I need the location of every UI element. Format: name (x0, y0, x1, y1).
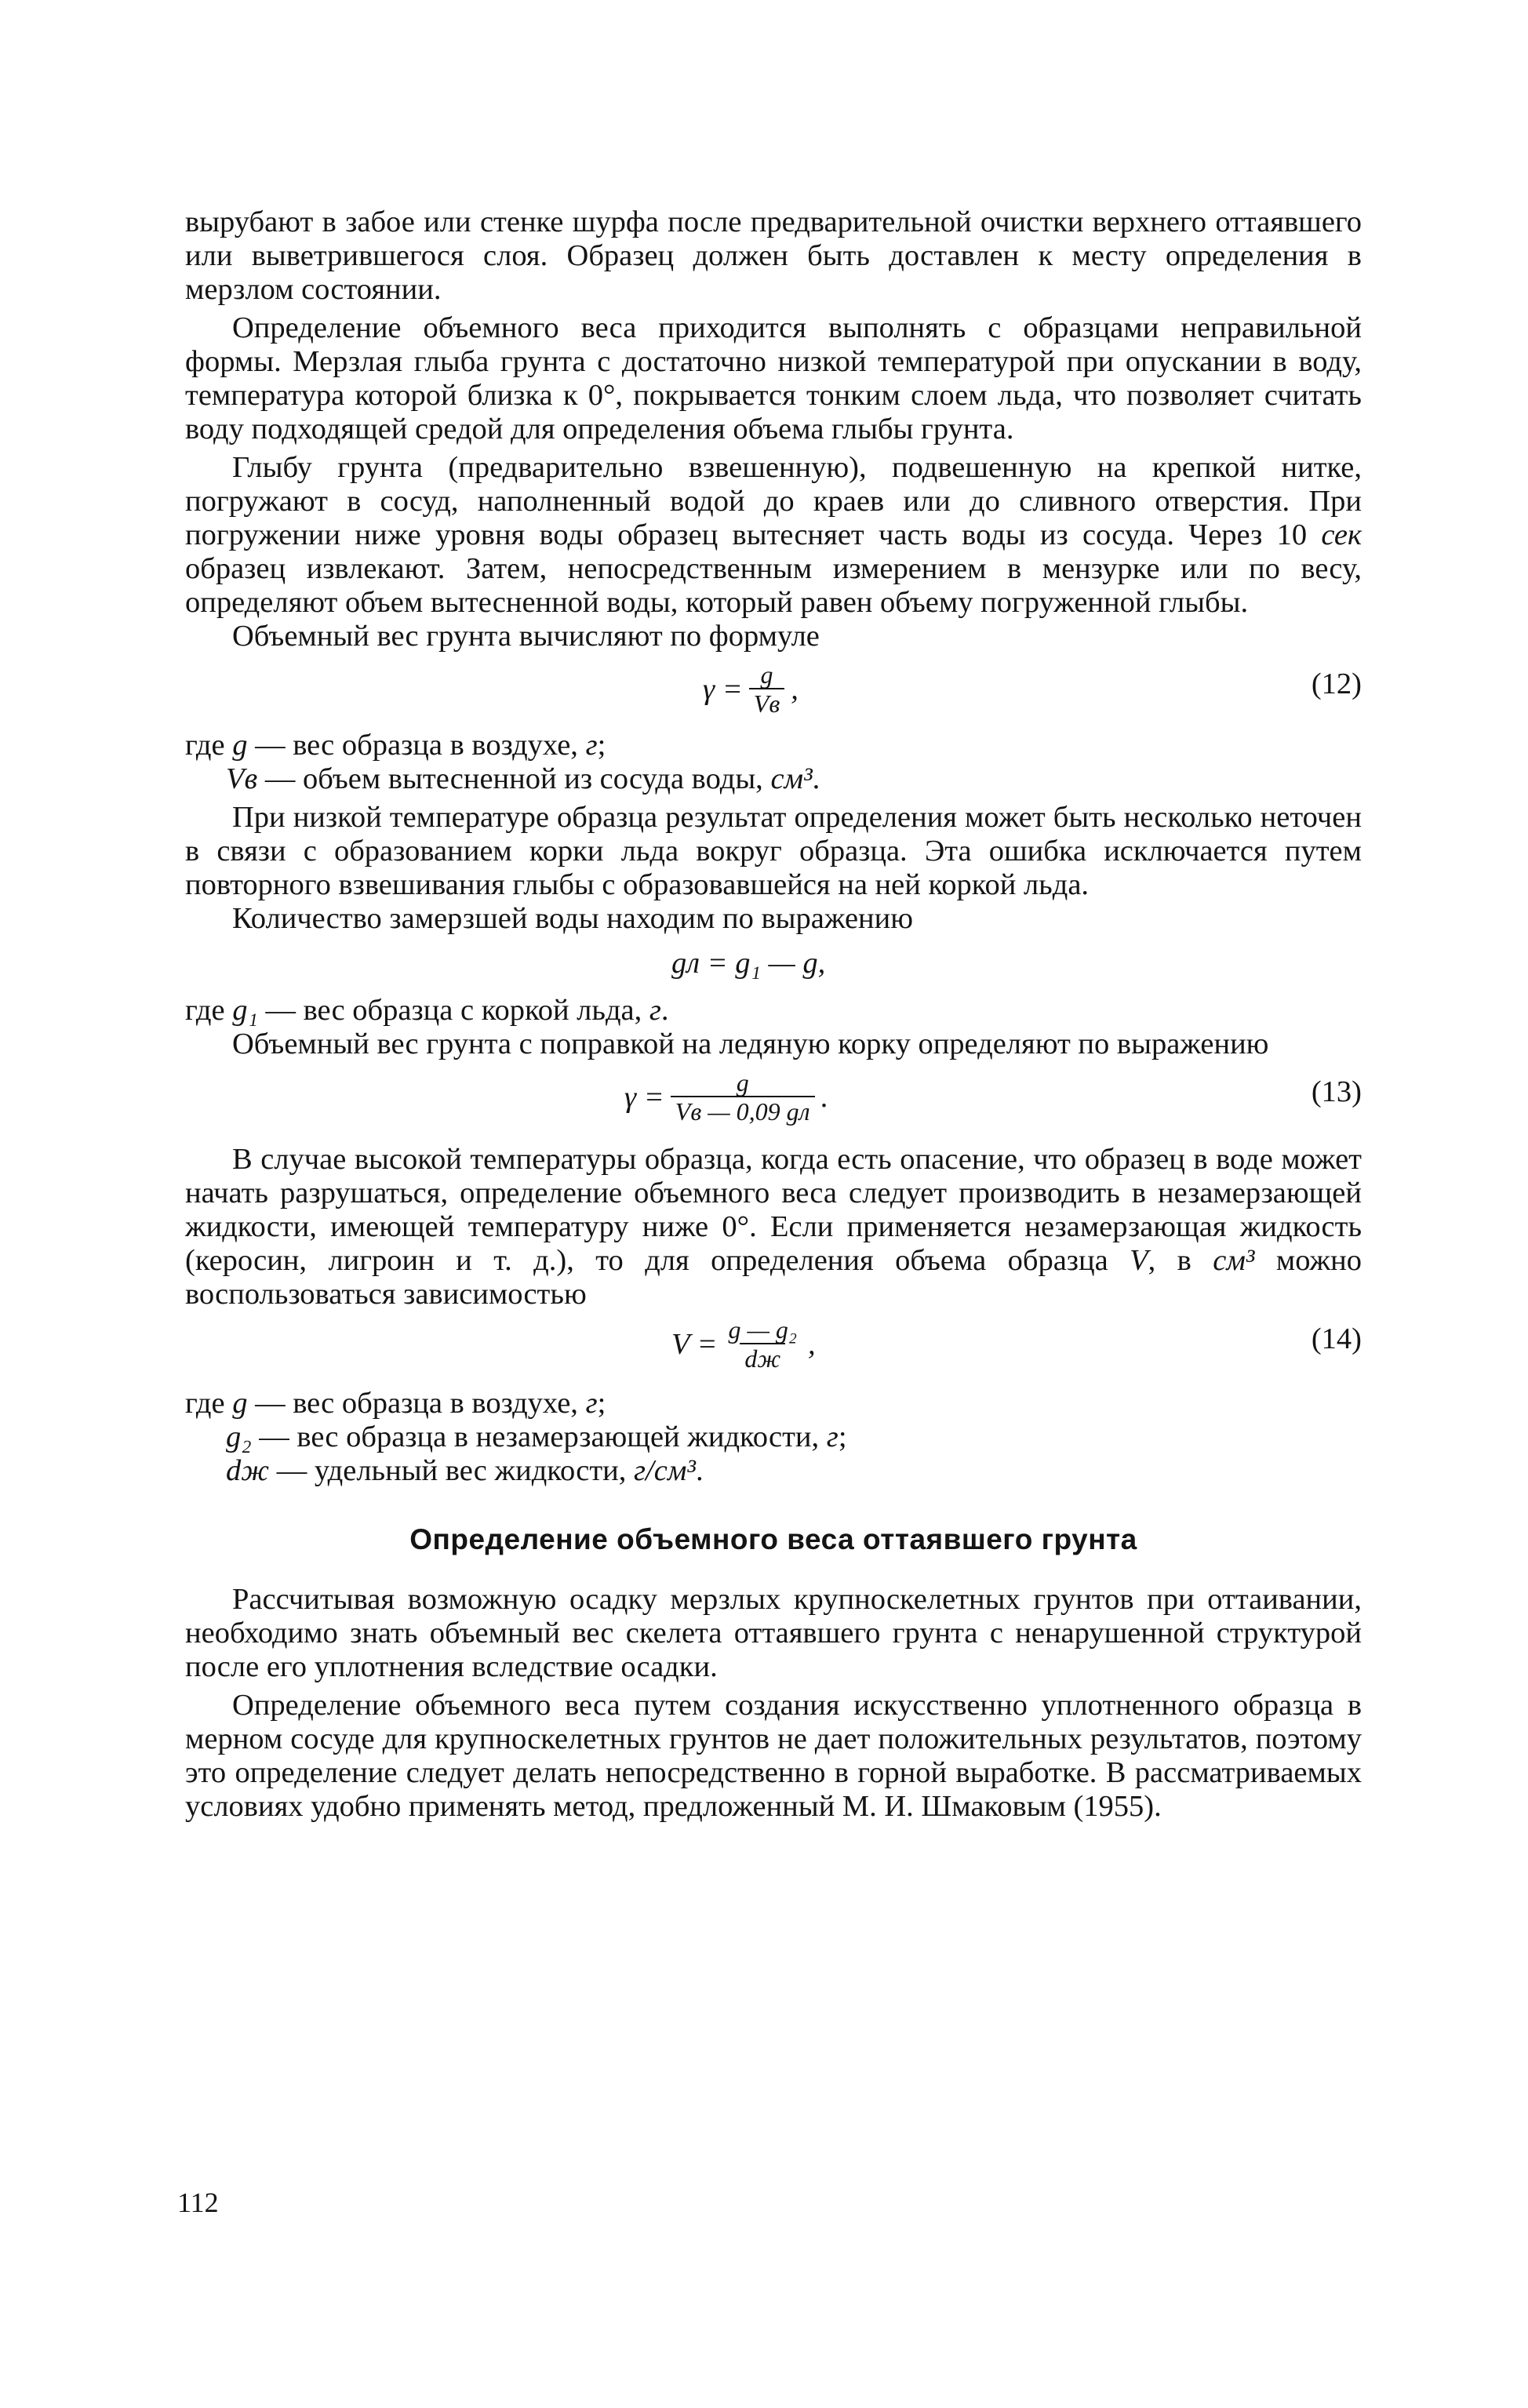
page-body (185, 206, 1362, 1824)
definition-g2: g₂ — вес образца в незамерзающей жидкости, г; (226, 1420, 847, 1453)
paragraph-3-text-b: образец извлекают. Затем, непосредственным измерением в мензурке или по весу, определяют объем вытесненной воды, который равен объему погруженной глыбы. (185, 552, 1362, 619)
paragraph-5: При низкой температуре образца результат определения может быть несколько неточен в связи с образованием корки льда вокруг образца. Эта ошибка исключается путем повторного взвешивания глыбы с образовавшейся на ней коркой льда. (185, 801, 1362, 901)
paragraph-8: В случае высокой температуры образца, когда есть опасение, что образец в воде может начать разрушаться, определение объемного веса следует производить в незамерзающей жидкости, имеющей температуру ниже 0°. Если применяется незамерзающая жидкость (керосин, лигроин и т. д.), то для определения объема образца V, в см³ можно воспользоваться зависимостью (185, 1143, 1362, 1311)
formula-14-denominator: dж (740, 1343, 785, 1373)
paragraph-10: Определение объемного веса путем создания искусственно уплотненного образца в мерном сосуде для крупноскелетных грунтов не дает положительных результатов, поэтому это определение следует делать непосредственно в горной выработке. В рассматриваемых условиях удобно применять метод, предложенный М. И. Шмаковым (1955). (185, 1689, 1362, 1823)
formula-12 (185, 653, 1362, 729)
formula-14-numerator: g — g₂ (728, 1315, 798, 1344)
formula-12-lhs: γ = (703, 672, 743, 706)
unit-sec: сек (1321, 518, 1362, 551)
paragraph-4: Объемный вес грунта вычисляют по формуле (232, 620, 820, 653)
page-number: 112 (177, 2187, 219, 2218)
definition-dzh: dж — удельный вес жидкости, г/см³. (226, 1454, 704, 1487)
paragraph-6: Количество замерзшей воды находим по выражению (232, 902, 914, 935)
formula-13-tail: . (820, 1080, 829, 1114)
formula-ice-text: gл = g₁ — g, (671, 947, 826, 980)
paragraph-1: вырубают в забое или стенке шурфа после предварительной очистки верхнего оттаявшего или выветрившегося слоя. Образец должен быть доставлен к месту определения в мерзлом состоянии. (185, 206, 1362, 306)
formula-13-lhs: γ = (624, 1080, 664, 1114)
equation-number-13: (13) (1311, 1075, 1362, 1108)
paragraph-3 (185, 451, 1362, 620)
equation-number-14: (14) (1311, 1322, 1362, 1355)
formula-14-lhs: V = (671, 1327, 718, 1361)
paragraph-3-text-a: Глыбу грунта (предварительно взвешенную), подвешенную на крепкой нитке, погружают в сосуд, наполненный водой до краев или до сливного отверстия. При погружении ниже уровня воды образец вытесняет часть воды из сосуда. Через 10 (185, 451, 1362, 551)
paragraph-2: Определение объемного веса приходится выполнять с образцами неправильной формы. Мерзлая глыба грунта с достаточно низкой температурой при опускании в воду, температура которой близка к 0°, покрывается тонким слоем льда, что позволяет считать воду подходящей средой для определения объема глыбы грунта. (185, 311, 1362, 446)
definition-g: где g — вес образца в воздухе, г; (185, 729, 606, 762)
paragraph-7: Объемный вес грунта с поправкой на ледяную корку определяют по выражению (232, 1028, 1269, 1060)
formula-13-numerator: g (736, 1068, 749, 1097)
equation-number-12: (12) (1311, 667, 1362, 700)
definition-g-2: где g — вес образца в воздухе, г; (185, 1387, 606, 1420)
formula-13 (185, 1061, 1362, 1137)
definition-vv: Vв — объем вытесненной из сосуда воды, см³. (226, 762, 820, 795)
formula-14 (185, 1311, 1362, 1387)
formula-12-tail: , (791, 672, 799, 706)
paragraph-9: Рассчитывая возможную осадку мерзлых крупноскелетных грунтов при оттаивании, необходимо знать объемный вес скелета оттаявшего грунта с ненарушенной структурой после его уплотнения вследствие осадки. (185, 1583, 1362, 1683)
formula-ice (185, 936, 1362, 994)
formula-13-denominator: Vв — 0,09 gл (671, 1096, 815, 1126)
definition-g1: где g₁ — вес образца с коркой льда, г. (185, 994, 669, 1027)
section-heading: Определение объемного веса оттаявшего грунта (409, 1523, 1137, 1555)
formula-14-tail: , (808, 1327, 816, 1361)
formula-12-denominator: Vв (749, 688, 784, 718)
formula-12-numerator: g (760, 660, 773, 689)
